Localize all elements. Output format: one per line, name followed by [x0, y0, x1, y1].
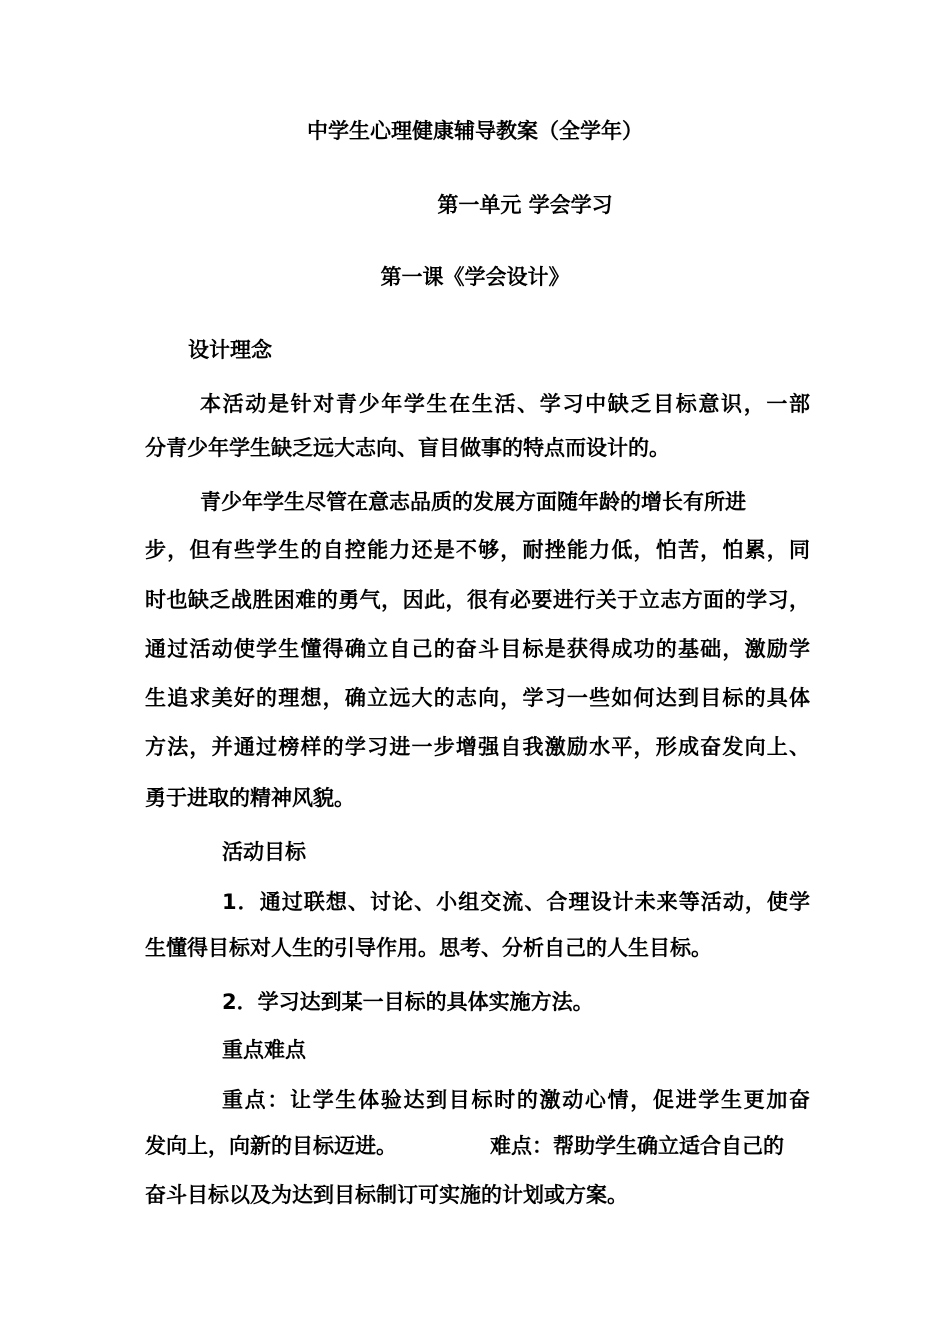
- unit-heading: 第一单元 学会学习: [437, 193, 613, 217]
- key-points-line: 重点：让学生体验达到目标时的激动心情，促进学生更加奋: [222, 1088, 810, 1112]
- design-concept-p2-line: 生追求美好的理想，确立远大的志向，学习一些如何达到目标的具体: [145, 686, 810, 710]
- objectives-heading: 活动目标: [222, 840, 306, 864]
- design-concept-p2-line: 步，但有些学生的自控能力还是不够，耐挫能力低，怕苦，怕累，同: [145, 538, 810, 562]
- difficulty-line: 难点：帮助学生确立适合自己的: [490, 1134, 784, 1158]
- design-concept-p2-line: 勇于进取的精神风貌。: [145, 786, 355, 810]
- key-points-line: 发向上，向新的目标迈进。: [145, 1134, 397, 1158]
- design-concept-heading: 设计理念: [188, 338, 272, 362]
- design-concept-p2-line: 青少年学生尽管在意志品质的发展方面随年龄的增长有所进: [200, 490, 746, 514]
- objective-item-line: 生懂得目标对人生的引导作用。思考、分析自己的人生目标。: [145, 936, 712, 960]
- key-points-line: 奋斗目标以及为达到目标制订可实施的计划或方案。: [145, 1183, 628, 1207]
- design-concept-p2-line: 通过活动使学生懂得确立自己的奋斗目标是获得成功的基础，激励学: [145, 637, 810, 661]
- lesson-heading: 第一课《学会设计》: [380, 265, 570, 289]
- design-concept-p2-line: 方法，并通过榜样的学习进一步增强自我激励水平，形成奋发向上、: [145, 735, 810, 759]
- design-concept-p2-line: 时也缺乏战胜困难的勇气，因此，很有必要进行关于立志方面的学习，: [145, 588, 810, 612]
- design-concept-p1-line: 本活动是针对青少年学生在生活、学习中缺乏目标意识，一部: [200, 392, 810, 416]
- objective-item-line: 1．通过联想、讨论、小组交流、合理设计未来等活动，使学: [222, 890, 810, 914]
- key-points-heading: 重点难点: [222, 1038, 306, 1062]
- design-concept-p1-line: 分青少年学生缺乏远大志向、盲目做事的特点而设计的。: [145, 436, 670, 460]
- objective-item: 2．学习达到某一目标的具体实施方法。: [222, 990, 594, 1014]
- document-title: 中学生心理健康辅导教案（全学年）: [307, 119, 643, 143]
